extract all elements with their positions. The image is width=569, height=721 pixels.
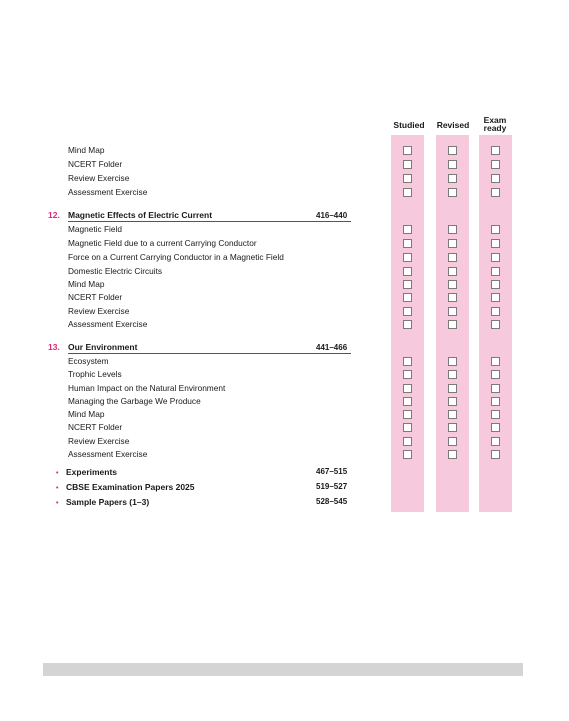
exam-ready-checkbox[interactable] <box>491 384 500 393</box>
pre-item: NCERT Folder <box>68 159 123 169</box>
extra-sample-papers <box>56 497 149 507</box>
studied-checkbox[interactable] <box>403 423 412 432</box>
chapter-12-item: Assessment Exercise <box>68 319 148 329</box>
revised-checkbox[interactable] <box>448 410 457 419</box>
exam-ready-checkbox[interactable] <box>491 146 500 155</box>
studied-checkbox[interactable] <box>403 410 412 419</box>
exam-ready-checkbox[interactable] <box>491 450 500 459</box>
exam-ready-checkbox[interactable] <box>491 293 500 302</box>
chapter-13-item: Trophic Levels <box>68 369 122 379</box>
chapter-12-rule <box>68 221 351 222</box>
extra-title: Sample Papers (1–3) <box>66 497 150 507</box>
chapter-12-item: Force on a Current Carrying Conductor in a Magnetic Field <box>68 252 284 262</box>
studied-checkbox[interactable] <box>403 450 412 459</box>
pre-item: Review Exercise <box>68 173 130 183</box>
chapter-12-item: Review Exercise <box>68 306 130 316</box>
chapter-12-title: Magnetic Effects of Electric Current <box>68 210 213 220</box>
revised-checkbox[interactable] <box>448 397 457 406</box>
chapter-12-item: NCERT Folder <box>68 292 123 302</box>
exam-ready-checkbox[interactable] <box>491 437 500 446</box>
studied-checkbox[interactable] <box>403 239 412 248</box>
revised-checkbox[interactable] <box>448 370 457 379</box>
bullet-icon: • <box>56 500 59 507</box>
exam-ready-checkbox[interactable] <box>491 225 500 234</box>
exam-ready-checkbox[interactable] <box>491 357 500 366</box>
revised-checkbox[interactable] <box>448 293 457 302</box>
revised-checkbox[interactable] <box>448 450 457 459</box>
chapter-12-item: Domestic Electric Circuits <box>68 266 163 276</box>
studied-checkbox[interactable] <box>403 307 412 316</box>
extra-cbse-papers <box>56 482 195 492</box>
chapter-13-item: Review Exercise <box>68 436 130 446</box>
studied-checkbox[interactable] <box>403 320 412 329</box>
extra-pages: 467–515 <box>316 467 348 476</box>
studied-checkbox[interactable] <box>403 384 412 393</box>
studied-checkbox[interactable] <box>403 357 412 366</box>
extra-title: CBSE Examination Papers 2025 <box>66 482 195 492</box>
bullet-icon: • <box>56 470 59 477</box>
exam-ready-checkbox[interactable] <box>491 397 500 406</box>
exam-ready-checkbox[interactable] <box>491 280 500 289</box>
bullet-icon: • <box>56 485 59 492</box>
revised-checkbox[interactable] <box>448 188 457 197</box>
chapter-13-heading <box>48 342 137 352</box>
exam-ready-checkbox[interactable] <box>491 253 500 262</box>
chapter-13-item: NCERT Folder <box>68 422 123 432</box>
revised-checkbox[interactable] <box>448 384 457 393</box>
revised-checkbox[interactable] <box>448 253 457 262</box>
revised-checkbox[interactable] <box>448 146 457 155</box>
studied-checkbox[interactable] <box>403 280 412 289</box>
chapter-13-item: Managing the Garbage We Produce <box>68 396 201 406</box>
exam-ready-checkbox[interactable] <box>491 423 500 432</box>
exam-ready-label-line1: Exam <box>483 115 507 125</box>
exam-ready-label-line2: ready <box>483 123 507 133</box>
pre-item: Assessment Exercise <box>68 187 148 197</box>
footer-bar <box>43 663 523 676</box>
studied-checkbox[interactable] <box>403 267 412 276</box>
chapter-13-rule <box>68 353 351 354</box>
pre-item: Mind Map <box>68 145 105 155</box>
exam-ready-checkbox[interactable] <box>491 160 500 169</box>
revised-checkbox[interactable] <box>448 225 457 234</box>
chapter-12-item: Magnetic Field <box>68 224 122 234</box>
exam-ready-checkbox[interactable] <box>491 320 500 329</box>
chapter-12-number: 12. <box>48 210 60 220</box>
revised-checkbox[interactable] <box>448 280 457 289</box>
extra-title: Experiments <box>66 467 118 477</box>
studied-checkbox[interactable] <box>403 146 412 155</box>
revised-checkbox[interactable] <box>448 267 457 276</box>
studied-checkbox[interactable] <box>403 160 412 169</box>
exam-ready-checkbox[interactable] <box>491 307 500 316</box>
chapter-12-item: Mind Map <box>68 279 105 289</box>
exam-ready-checkbox[interactable] <box>491 410 500 419</box>
extra-pages: 528–545 <box>316 497 348 506</box>
revised-checkbox[interactable] <box>448 160 457 169</box>
chapter-13-number: 13. <box>48 342 60 352</box>
revised-checkbox[interactable] <box>448 320 457 329</box>
chapter-13-item: Human Impact on the Natural Environment <box>68 383 226 393</box>
revised-column-header: Revised <box>436 120 470 130</box>
studied-checkbox[interactable] <box>403 253 412 262</box>
chapter-12-item: Magnetic Field due to a current Carrying Conductor <box>68 238 257 248</box>
studied-checkbox[interactable] <box>403 370 412 379</box>
studied-checkbox[interactable] <box>403 437 412 446</box>
chapter-13-item: Mind Map <box>68 409 105 419</box>
extra-experiments <box>56 467 117 477</box>
studied-checkbox[interactable] <box>403 397 412 406</box>
exam-ready-checkbox[interactable] <box>491 174 500 183</box>
revised-checkbox[interactable] <box>448 174 457 183</box>
chapter-13-item: Assessment Exercise <box>68 449 148 459</box>
exam-ready-column-header <box>478 116 512 132</box>
exam-ready-checkbox[interactable] <box>491 188 500 197</box>
revised-checkbox[interactable] <box>448 239 457 248</box>
revised-checkbox[interactable] <box>448 423 457 432</box>
studied-column-header: Studied <box>393 120 425 130</box>
revised-checkbox[interactable] <box>448 357 457 366</box>
exam-ready-checkbox[interactable] <box>491 370 500 379</box>
exam-ready-checkbox[interactable] <box>491 239 500 248</box>
studied-checkbox[interactable] <box>403 188 412 197</box>
studied-checkbox[interactable] <box>403 293 412 302</box>
revised-checkbox[interactable] <box>448 307 457 316</box>
chapter-13-item: Ecosystem <box>68 356 109 366</box>
studied-checkbox[interactable] <box>403 225 412 234</box>
studied-checkbox[interactable] <box>403 174 412 183</box>
chapter-12-pages: 416–440 <box>316 211 348 220</box>
chapter-13-title: Our Environment <box>68 342 138 352</box>
revised-checkbox[interactable] <box>448 437 457 446</box>
chapter-12-heading <box>48 210 212 220</box>
chapter-13-pages: 441–466 <box>316 343 348 352</box>
extra-pages: 519–527 <box>316 482 348 491</box>
exam-ready-checkbox[interactable] <box>491 267 500 276</box>
